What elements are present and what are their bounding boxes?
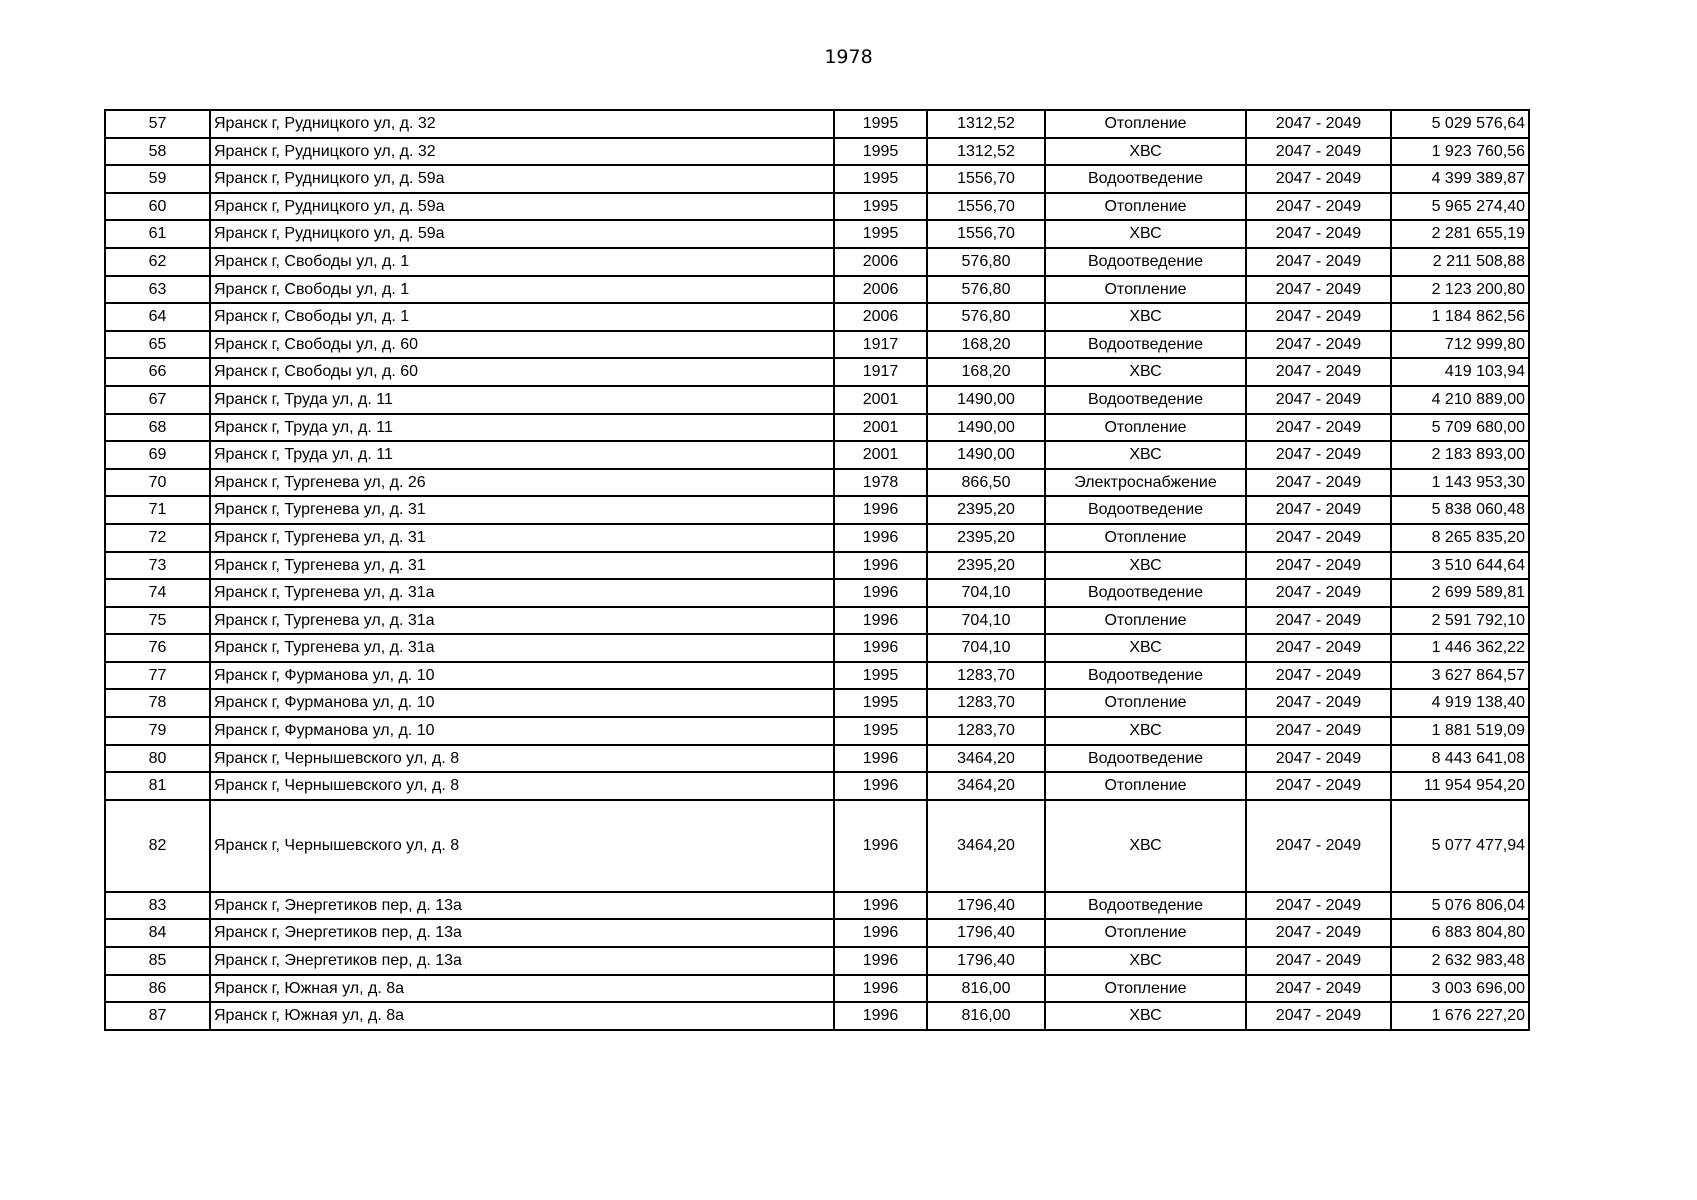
period-cell: 2047 - 2049 [1246, 1002, 1391, 1030]
period-cell: 2047 - 2049 [1246, 772, 1391, 800]
address-cell: Яранск г, Фурманова ул, д. 10 [210, 717, 834, 745]
service-type-cell: Отопление [1045, 193, 1246, 221]
service-type-cell: Водоотведение [1045, 745, 1246, 773]
table-row [105, 496, 1529, 524]
service-type-cell: ХВС [1045, 947, 1246, 975]
period-cell: 2047 - 2049 [1246, 441, 1391, 469]
area-cell: 866,50 [927, 469, 1045, 497]
table-row [105, 745, 1529, 773]
period-cell: 2047 - 2049 [1246, 947, 1391, 975]
period-cell: 2047 - 2049 [1246, 276, 1391, 304]
build-year-cell: 1996 [834, 772, 927, 800]
table-row [105, 276, 1529, 304]
row-number-cell: 81 [105, 772, 210, 800]
table-row [105, 975, 1529, 1003]
build-year-cell: 2001 [834, 414, 927, 442]
area-cell: 704,10 [927, 607, 1045, 635]
area-cell: 1796,40 [927, 892, 1045, 920]
build-year-cell: 1996 [834, 800, 927, 892]
row-number-cell: 77 [105, 662, 210, 690]
row-number-cell: 57 [105, 110, 210, 138]
cost-cell: 8 265 835,20 [1391, 524, 1529, 552]
service-type-cell: Водоотведение [1045, 662, 1246, 690]
build-year-cell: 1996 [834, 947, 927, 975]
period-cell: 2047 - 2049 [1246, 634, 1391, 662]
cost-cell: 1 923 760,56 [1391, 138, 1529, 166]
cost-cell: 5 965 274,40 [1391, 193, 1529, 221]
build-year-cell: 1996 [834, 524, 927, 552]
area-cell: 704,10 [927, 634, 1045, 662]
cost-cell: 5 076 806,04 [1391, 892, 1529, 920]
service-type-cell: Водоотведение [1045, 331, 1246, 359]
address-cell: Яранск г, Тургенева ул, д. 31а [210, 579, 834, 607]
service-type-cell: Водоотведение [1045, 579, 1246, 607]
cost-cell: 11 954 954,20 [1391, 772, 1529, 800]
table-row [105, 524, 1529, 552]
area-cell: 1796,40 [927, 947, 1045, 975]
build-year-cell: 1996 [834, 552, 927, 580]
cost-cell: 1 184 862,56 [1391, 303, 1529, 331]
cost-cell: 1 143 953,30 [1391, 469, 1529, 497]
table-row [105, 579, 1529, 607]
table-row [105, 441, 1529, 469]
period-cell: 2047 - 2049 [1246, 248, 1391, 276]
row-number-cell: 75 [105, 607, 210, 635]
address-cell: Яранск г, Свободы ул, д. 60 [210, 331, 834, 359]
row-number-cell: 59 [105, 165, 210, 193]
row-number-cell: 87 [105, 1002, 210, 1030]
service-type-cell: Отопление [1045, 110, 1246, 138]
table-row [105, 110, 1529, 138]
service-type-cell: ХВС [1045, 441, 1246, 469]
build-year-cell: 1995 [834, 165, 927, 193]
table-row [105, 919, 1529, 947]
table-row [105, 717, 1529, 745]
table-row [105, 800, 1529, 892]
cost-cell: 4 399 389,87 [1391, 165, 1529, 193]
area-cell: 168,20 [927, 358, 1045, 386]
period-cell: 2047 - 2049 [1246, 138, 1391, 166]
service-type-cell: Отопление [1045, 524, 1246, 552]
cost-cell: 5 709 680,00 [1391, 414, 1529, 442]
address-cell: Яранск г, Свободы ул, д. 1 [210, 303, 834, 331]
service-type-cell: ХВС [1045, 1002, 1246, 1030]
row-number-cell: 79 [105, 717, 210, 745]
build-year-cell: 2001 [834, 441, 927, 469]
period-cell: 2047 - 2049 [1246, 303, 1391, 331]
service-type-cell: Электроснабжение [1045, 469, 1246, 497]
address-cell: Яранск г, Тургенева ул, д. 31а [210, 607, 834, 635]
area-cell: 2395,20 [927, 496, 1045, 524]
service-type-cell: ХВС [1045, 138, 1246, 166]
build-year-cell: 1995 [834, 138, 927, 166]
row-number-cell: 80 [105, 745, 210, 773]
row-number-cell: 63 [105, 276, 210, 304]
address-cell: Яранск г, Фурманова ул, д. 10 [210, 689, 834, 717]
build-year-cell: 2006 [834, 303, 927, 331]
address-cell: Яранск г, Энергетиков пер, д. 13а [210, 947, 834, 975]
service-type-cell: ХВС [1045, 303, 1246, 331]
service-type-cell: Водоотведение [1045, 248, 1246, 276]
address-cell: Яранск г, Тургенева ул, д. 31 [210, 524, 834, 552]
area-cell: 1283,70 [927, 717, 1045, 745]
build-year-cell: 1996 [834, 745, 927, 773]
address-cell: Яранск г, Труда ул, д. 11 [210, 414, 834, 442]
build-year-cell: 1996 [834, 975, 927, 1003]
area-cell: 1490,00 [927, 414, 1045, 442]
row-number-cell: 68 [105, 414, 210, 442]
build-year-cell: 1996 [834, 634, 927, 662]
row-number-cell: 69 [105, 441, 210, 469]
period-cell: 2047 - 2049 [1246, 331, 1391, 359]
cost-cell: 712 999,80 [1391, 331, 1529, 359]
area-cell: 1283,70 [927, 689, 1045, 717]
cost-cell: 2 123 200,80 [1391, 276, 1529, 304]
build-year-cell: 1996 [834, 579, 927, 607]
row-number-cell: 74 [105, 579, 210, 607]
row-number-cell: 70 [105, 469, 210, 497]
row-number-cell: 82 [105, 800, 210, 892]
repair-schedule-table [104, 109, 1530, 1031]
area-cell: 2395,20 [927, 524, 1045, 552]
period-cell: 2047 - 2049 [1246, 579, 1391, 607]
service-type-cell: Водоотведение [1045, 496, 1246, 524]
table-row [105, 220, 1529, 248]
area-cell: 1556,70 [927, 193, 1045, 221]
row-number-cell: 61 [105, 220, 210, 248]
area-cell: 1283,70 [927, 662, 1045, 690]
build-year-cell: 1917 [834, 331, 927, 359]
table-row [105, 607, 1529, 635]
row-number-cell: 60 [105, 193, 210, 221]
period-cell: 2047 - 2049 [1246, 220, 1391, 248]
service-type-cell: ХВС [1045, 717, 1246, 745]
service-type-cell: Отопление [1045, 975, 1246, 1003]
period-cell: 2047 - 2049 [1246, 919, 1391, 947]
service-type-cell: Отопление [1045, 607, 1246, 635]
table-row [105, 303, 1529, 331]
area-cell: 3464,20 [927, 772, 1045, 800]
period-cell: 2047 - 2049 [1246, 414, 1391, 442]
area-cell: 1796,40 [927, 919, 1045, 947]
address-cell: Яранск г, Чернышевского ул, д. 8 [210, 800, 834, 892]
period-cell: 2047 - 2049 [1246, 975, 1391, 1003]
cost-cell: 3 627 864,57 [1391, 662, 1529, 690]
build-year-cell: 1995 [834, 662, 927, 690]
row-number-cell: 65 [105, 331, 210, 359]
cost-cell: 5 838 060,48 [1391, 496, 1529, 524]
address-cell: Яранск г, Труда ул, д. 11 [210, 441, 834, 469]
service-type-cell: ХВС [1045, 552, 1246, 580]
table-row [105, 689, 1529, 717]
area-cell: 168,20 [927, 331, 1045, 359]
period-cell: 2047 - 2049 [1246, 110, 1391, 138]
service-type-cell: Отопление [1045, 772, 1246, 800]
period-cell: 2047 - 2049 [1246, 386, 1391, 414]
cost-cell: 419 103,94 [1391, 358, 1529, 386]
build-year-cell: 1996 [834, 919, 927, 947]
address-cell: Яранск г, Рудницкого ул, д. 59а [210, 193, 834, 221]
period-cell: 2047 - 2049 [1246, 800, 1391, 892]
period-cell: 2047 - 2049 [1246, 607, 1391, 635]
cost-cell: 2 591 792,10 [1391, 607, 1529, 635]
table-row [105, 386, 1529, 414]
address-cell: Яранск г, Рудницкого ул, д. 59а [210, 165, 834, 193]
build-year-cell: 1995 [834, 717, 927, 745]
table-row [105, 469, 1529, 497]
area-cell: 576,80 [927, 248, 1045, 276]
row-number-cell: 71 [105, 496, 210, 524]
area-cell: 3464,20 [927, 745, 1045, 773]
period-cell: 2047 - 2049 [1246, 552, 1391, 580]
table-row [105, 165, 1529, 193]
service-type-cell: Водоотведение [1045, 892, 1246, 920]
area-cell: 3464,20 [927, 800, 1045, 892]
build-year-cell: 2006 [834, 248, 927, 276]
cost-cell: 1 881 519,09 [1391, 717, 1529, 745]
build-year-cell: 1995 [834, 110, 927, 138]
row-number-cell: 78 [105, 689, 210, 717]
row-number-cell: 67 [105, 386, 210, 414]
period-cell: 2047 - 2049 [1246, 496, 1391, 524]
table-row [105, 248, 1529, 276]
row-number-cell: 66 [105, 358, 210, 386]
cost-cell: 5 077 477,94 [1391, 800, 1529, 892]
address-cell: Яранск г, Тургенева ул, д. 26 [210, 469, 834, 497]
period-cell: 2047 - 2049 [1246, 358, 1391, 386]
row-number-cell: 73 [105, 552, 210, 580]
table-row [105, 414, 1529, 442]
period-cell: 2047 - 2049 [1246, 689, 1391, 717]
row-number-cell: 72 [105, 524, 210, 552]
cost-cell: 2 632 983,48 [1391, 947, 1529, 975]
area-cell: 816,00 [927, 1002, 1045, 1030]
address-cell: Яранск г, Свободы ул, д. 1 [210, 276, 834, 304]
address-cell: Яранск г, Чернышевского ул, д. 8 [210, 745, 834, 773]
cost-cell: 2 183 893,00 [1391, 441, 1529, 469]
period-cell: 2047 - 2049 [1246, 745, 1391, 773]
address-cell: Яранск г, Свободы ул, д. 60 [210, 358, 834, 386]
cost-cell: 3 510 644,64 [1391, 552, 1529, 580]
service-type-cell: ХВС [1045, 358, 1246, 386]
address-cell: Яранск г, Энергетиков пер, д. 13а [210, 892, 834, 920]
table-body [105, 110, 1529, 1030]
row-number-cell: 58 [105, 138, 210, 166]
build-year-cell: 1995 [834, 689, 927, 717]
table-row [105, 138, 1529, 166]
service-type-cell: ХВС [1045, 220, 1246, 248]
cost-cell: 2 211 508,88 [1391, 248, 1529, 276]
area-cell: 1490,00 [927, 441, 1045, 469]
build-year-cell: 2001 [834, 386, 927, 414]
address-cell: Яранск г, Южная ул, д. 8а [210, 1002, 834, 1030]
address-cell: Яранск г, Рудницкого ул, д. 59а [210, 220, 834, 248]
address-cell: Яранск г, Южная ул, д. 8а [210, 975, 834, 1003]
service-type-cell: Отопление [1045, 689, 1246, 717]
period-cell: 2047 - 2049 [1246, 193, 1391, 221]
address-cell: Яранск г, Тургенева ул, д. 31 [210, 552, 834, 580]
service-type-cell: Отопление [1045, 414, 1246, 442]
row-number-cell: 62 [105, 248, 210, 276]
area-cell: 2395,20 [927, 552, 1045, 580]
address-cell: Яранск г, Энергетиков пер, д. 13а [210, 919, 834, 947]
cost-cell: 1 676 227,20 [1391, 1002, 1529, 1030]
period-cell: 2047 - 2049 [1246, 662, 1391, 690]
address-cell: Яранск г, Тургенева ул, д. 31а [210, 634, 834, 662]
build-year-cell: 1978 [834, 469, 927, 497]
cost-cell: 4 210 889,00 [1391, 386, 1529, 414]
table-row [105, 772, 1529, 800]
area-cell: 576,80 [927, 303, 1045, 331]
cost-cell: 2 699 589,81 [1391, 579, 1529, 607]
address-cell: Яранск г, Рудницкого ул, д. 32 [210, 110, 834, 138]
row-number-cell: 84 [105, 919, 210, 947]
cost-cell: 4 919 138,40 [1391, 689, 1529, 717]
build-year-cell: 1996 [834, 892, 927, 920]
address-cell: Яранск г, Рудницкого ул, д. 32 [210, 138, 834, 166]
table-row [105, 331, 1529, 359]
row-number-cell: 64 [105, 303, 210, 331]
service-type-cell: Отопление [1045, 276, 1246, 304]
service-type-cell: Водоотведение [1045, 386, 1246, 414]
page-number: 1978 [824, 46, 873, 68]
row-number-cell: 86 [105, 975, 210, 1003]
service-type-cell: ХВС [1045, 800, 1246, 892]
build-year-cell: 2006 [834, 276, 927, 304]
area-cell: 816,00 [927, 975, 1045, 1003]
address-cell: Яранск г, Труда ул, д. 11 [210, 386, 834, 414]
cost-cell: 6 883 804,80 [1391, 919, 1529, 947]
period-cell: 2047 - 2049 [1246, 165, 1391, 193]
address-cell: Яранск г, Фурманова ул, д. 10 [210, 662, 834, 690]
table-row [105, 892, 1529, 920]
cost-cell: 5 029 576,64 [1391, 110, 1529, 138]
build-year-cell: 1995 [834, 193, 927, 221]
service-type-cell: Отопление [1045, 919, 1246, 947]
period-cell: 2047 - 2049 [1246, 524, 1391, 552]
cost-cell: 2 281 655,19 [1391, 220, 1529, 248]
cost-cell: 1 446 362,22 [1391, 634, 1529, 662]
table-row [105, 193, 1529, 221]
row-number-cell: 83 [105, 892, 210, 920]
cost-cell: 3 003 696,00 [1391, 975, 1529, 1003]
table-row [105, 634, 1529, 662]
area-cell: 1556,70 [927, 165, 1045, 193]
table-row [105, 552, 1529, 580]
period-cell: 2047 - 2049 [1246, 469, 1391, 497]
area-cell: 1312,52 [927, 110, 1045, 138]
build-year-cell: 1917 [834, 358, 927, 386]
build-year-cell: 1996 [834, 607, 927, 635]
area-cell: 1312,52 [927, 138, 1045, 166]
area-cell: 1556,70 [927, 220, 1045, 248]
period-cell: 2047 - 2049 [1246, 717, 1391, 745]
address-cell: Яранск г, Свободы ул, д. 1 [210, 248, 834, 276]
table-row [105, 662, 1529, 690]
table-row [105, 358, 1529, 386]
service-type-cell: Водоотведение [1045, 165, 1246, 193]
table-row [105, 1002, 1529, 1030]
address-cell: Яранск г, Чернышевского ул, д. 8 [210, 772, 834, 800]
area-cell: 1490,00 [927, 386, 1045, 414]
row-number-cell: 85 [105, 947, 210, 975]
build-year-cell: 1995 [834, 220, 927, 248]
row-number-cell: 76 [105, 634, 210, 662]
address-cell: Яранск г, Тургенева ул, д. 31 [210, 496, 834, 524]
build-year-cell: 1996 [834, 1002, 927, 1030]
period-cell: 2047 - 2049 [1246, 892, 1391, 920]
table-row [105, 947, 1529, 975]
service-type-cell: ХВС [1045, 634, 1246, 662]
build-year-cell: 1996 [834, 496, 927, 524]
area-cell: 576,80 [927, 276, 1045, 304]
cost-cell: 8 443 641,08 [1391, 745, 1529, 773]
area-cell: 704,10 [927, 579, 1045, 607]
